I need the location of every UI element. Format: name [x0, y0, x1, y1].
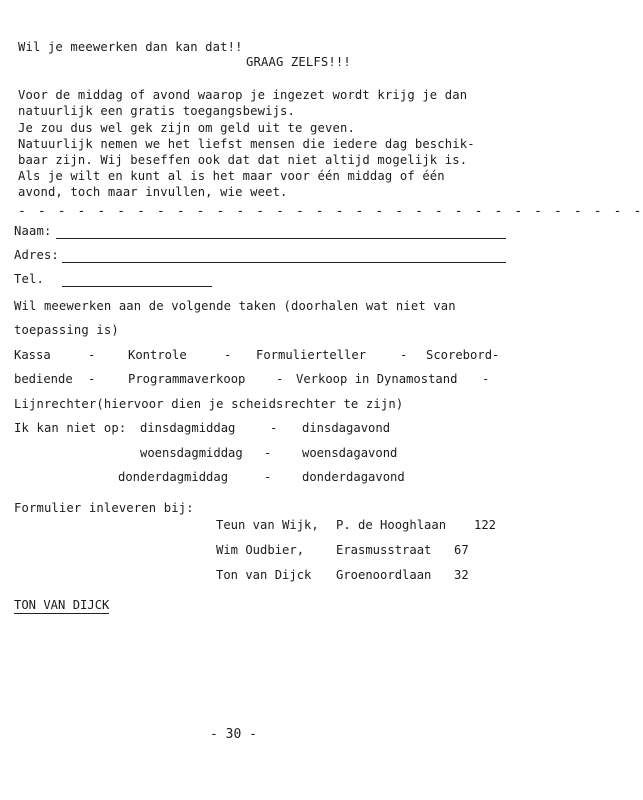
task-lijnrechter[interactable]: Lijnrechter(hiervoor dien je scheidsrechter te zijn) — [14, 397, 404, 411]
address-name: Teun van Wijk, — [216, 518, 319, 532]
avail-woensdagmiddag[interactable]: woensdagmiddag — [140, 446, 243, 460]
task-dash: - — [224, 348, 232, 362]
signature: TON VAN DIJCK — [14, 598, 110, 612]
task-programmaverkoop[interactable]: Programmaverkoop — [128, 372, 246, 386]
task-bediende[interactable]: bediende — [14, 372, 73, 386]
adres-label: Adres: — [14, 248, 59, 262]
address-number: 67 — [454, 543, 469, 557]
avail-donderdagmiddag[interactable]: donderdagmiddag — [118, 470, 229, 484]
task-dash: - — [482, 372, 490, 386]
availability-label: Ik kan niet op: — [14, 421, 127, 435]
task-kassa[interactable]: Kassa — [14, 348, 51, 362]
avail-dash: - — [270, 421, 278, 435]
address-street: Erasmusstraat — [336, 543, 432, 557]
address-street: P. de Hooghlaan — [336, 518, 447, 532]
task-dash: - — [400, 348, 408, 362]
intro-p7: avond, toch maar invullen, wie weet. — [18, 185, 288, 199]
address-street: Groenoordlaan — [336, 568, 432, 582]
page-number: - 30 - — [210, 727, 257, 742]
avail-woensdagavond[interactable]: woensdagavond — [302, 446, 398, 460]
taken-line2: toepassing is) — [14, 323, 119, 337]
address-number: 32 — [454, 568, 469, 582]
intro-p2: natuurlijk een gratis toegangsbewijs. — [18, 104, 296, 118]
tel-label: Tel. — [14, 272, 44, 286]
task-scorebord[interactable]: Scorebord- — [426, 348, 500, 362]
task-formulierteller[interactable]: Formulierteller — [256, 348, 367, 362]
avail-dash: - — [264, 446, 272, 460]
tel-field[interactable] — [62, 286, 212, 287]
adres-field[interactable] — [62, 262, 506, 263]
naam-field[interactable] — [56, 238, 506, 239]
task-verkoop-dynamo[interactable]: Verkoop in Dynamostand — [296, 372, 458, 386]
avail-dinsdagmiddag[interactable]: dinsdagmiddag — [140, 421, 236, 435]
intro-p5: baar zijn. Wij beseffen ook dat dat niet altijd mogelijk is. — [18, 153, 468, 167]
intro-p1: Voor de middag of avond waarop je ingezet wordt krijg je dan — [18, 88, 468, 102]
dashed-separator: - - - - - - - - - - - - - - - - - - - - - - - - - - - - - - - - — [18, 204, 643, 219]
address-name: Ton van Dijck — [216, 568, 312, 582]
delivery-label: Formulier inleveren bij: — [14, 501, 194, 515]
avail-dinsdagavond[interactable]: dinsdagavond — [302, 421, 391, 435]
task-dash: - — [88, 348, 96, 362]
intro-line1: Wil je meewerken dan kan dat!! — [18, 40, 243, 54]
avail-donderdagavond[interactable]: donderdagavond — [302, 470, 405, 484]
address-name: Wim Oudbier, — [216, 543, 305, 557]
intro-p4: Natuurlijk nemen we het liefst mensen die iedere dag beschik- — [18, 137, 475, 151]
task-kontrole[interactable]: Kontrole — [128, 348, 187, 362]
taken-line1: Wil meewerken aan de volgende taken (doorhalen wat niet van — [14, 299, 456, 313]
avail-dash: - — [264, 470, 272, 484]
intro-p6: Als je wilt en kunt al is het maar voor één middag of één — [18, 169, 445, 183]
naam-label: Naam: — [14, 224, 52, 238]
task-dash: - — [88, 372, 96, 386]
intro-p3: Je zou dus wel gek zijn om geld uit te geven. — [18, 121, 355, 135]
task-dash: - — [276, 372, 284, 386]
graag-zelfs: GRAAG ZELFS!!! — [246, 55, 351, 69]
address-number: 122 — [474, 518, 497, 532]
